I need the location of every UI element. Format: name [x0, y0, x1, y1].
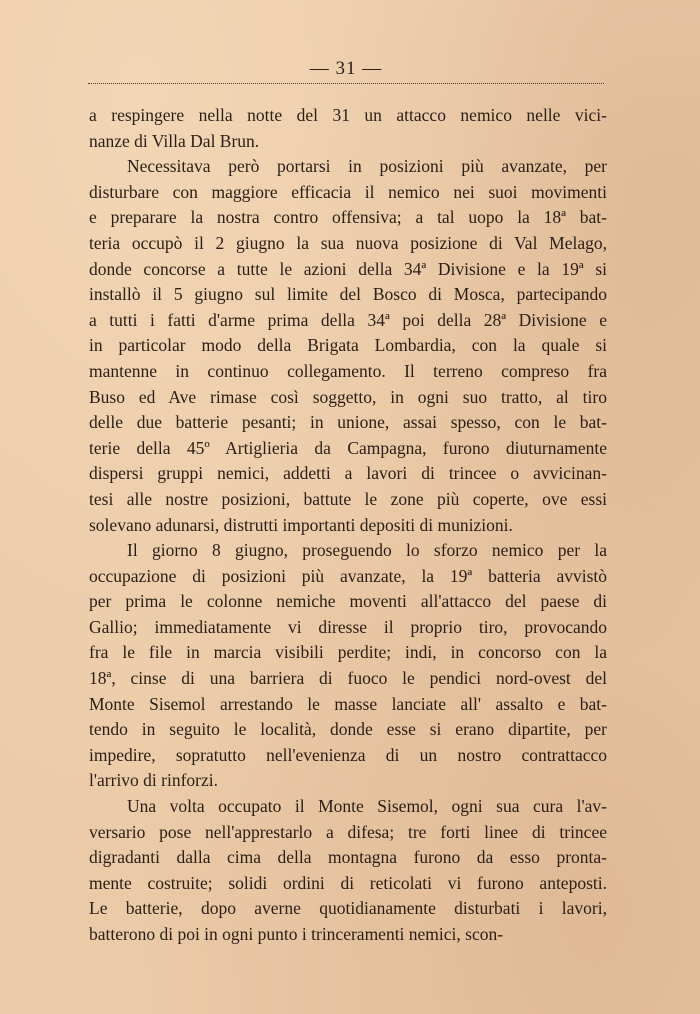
text-line: Buso ed Ave rimase così soggetto, in ogni suo tratto, al tiro	[89, 386, 607, 407]
text-line: Necessitava però portarsi in posizioni più avanzate, per	[127, 156, 607, 177]
text-line: Le batterie, dopo averne quotidianamente disturbati i lavori,	[89, 898, 607, 919]
paragraph	[89, 154, 607, 538]
text-line: Monte Sisemol arrestando le masse lanciate all' assalto e bat-	[89, 693, 607, 714]
header-rule	[88, 83, 604, 84]
text-line: tesi alle nostre posizioni, battute le zone più coperte, ove essi	[89, 488, 607, 509]
text-line: delle due batterie pesanti; in unione, assai spesso, con le bat-	[89, 412, 607, 433]
text-line: Una volta occupato il Monte Sisemol, ogni sua cura l'av-	[127, 796, 607, 817]
paragraph	[89, 794, 607, 948]
text-line: in particolar modo della Brigata Lombardia, con la quale si	[89, 335, 607, 356]
text-line: versario pose nell'apprestarlo a difesa; tre forti linee di trincee	[89, 821, 607, 842]
text-line: tendo in seguito le località, donde esse si erano dipartite, per	[89, 719, 607, 740]
text-line: teria occupò il 2 giugno la sua nuova posizione di Val Melago,	[89, 232, 607, 253]
text-line: Il giorno 8 giugno, proseguendo lo sforzo nemico per la	[127, 540, 607, 561]
text-line: e preparare la nostra contro offensiva; a tal uopo la 18ª bat-	[89, 207, 607, 228]
text-line: mantenne in continuo collegamento. Il terreno compreso fra	[89, 360, 607, 381]
text-line: mente costruite; solidi ordini di reticolati vi furono anteposti.	[89, 872, 607, 893]
text-line: 18ª, cinse di una barriera di fuoco le pendici nord-ovest del	[89, 668, 607, 689]
text-line: terie della 45º Artiglieria da Campagna, furono diuturnamente	[89, 437, 607, 458]
text-line: installò il 5 giugno sul limite del Bosco di Mosca, partecipando	[89, 284, 607, 305]
text-line: donde concorse a tutte le azioni della 34ª Divisione e la 19ª si	[89, 258, 607, 279]
paragraph	[89, 538, 607, 794]
text-line: batterono di poi in ogni punto i trinceramenti nemici, scon-	[89, 924, 504, 944]
text-line: fra le file in marcia visibili perdite; indi, in concorso con la	[89, 642, 607, 663]
text-line: a respingere nella notte del 31 un attacco nemico nelle vici-	[89, 105, 607, 125]
text-line: impedire, sopratutto nell'evenienza di un nostro contrattacco	[89, 744, 607, 765]
text-line: occupazione di posizioni più avanzate, la 19ª batteria avvistò	[89, 565, 607, 586]
text-line: l'arrivo di rinforzi.	[89, 770, 219, 791]
body-text	[89, 103, 607, 948]
page-header	[88, 58, 604, 84]
text-line: a tutti i fatti d'arme prima della 34ª poi della 28ª Divisione e	[89, 309, 607, 330]
text-line: per prima le colonne nemiche moventi all'attacco del paese di	[89, 591, 607, 612]
text-line: solevano adunarsi, distrutti importanti depositi di munizioni.	[89, 514, 513, 535]
text-line: Gallio; immediatamente vi diresse il proprio tiro, provocando	[89, 616, 607, 637]
text-line: disturbare con maggiore efficacia il nemico nei suoi movimenti	[89, 181, 607, 202]
paragraph	[89, 103, 607, 154]
text-line: nanze di Villa Dal Brun.	[89, 130, 260, 151]
text-line: digradanti dalla cima della montagna furono da esso pronta-	[89, 847, 607, 868]
text-line: dispersi gruppi nemici, addetti a lavori di trincee o avvicinan-	[89, 463, 607, 484]
page-number: — 31 —	[309, 58, 383, 79]
